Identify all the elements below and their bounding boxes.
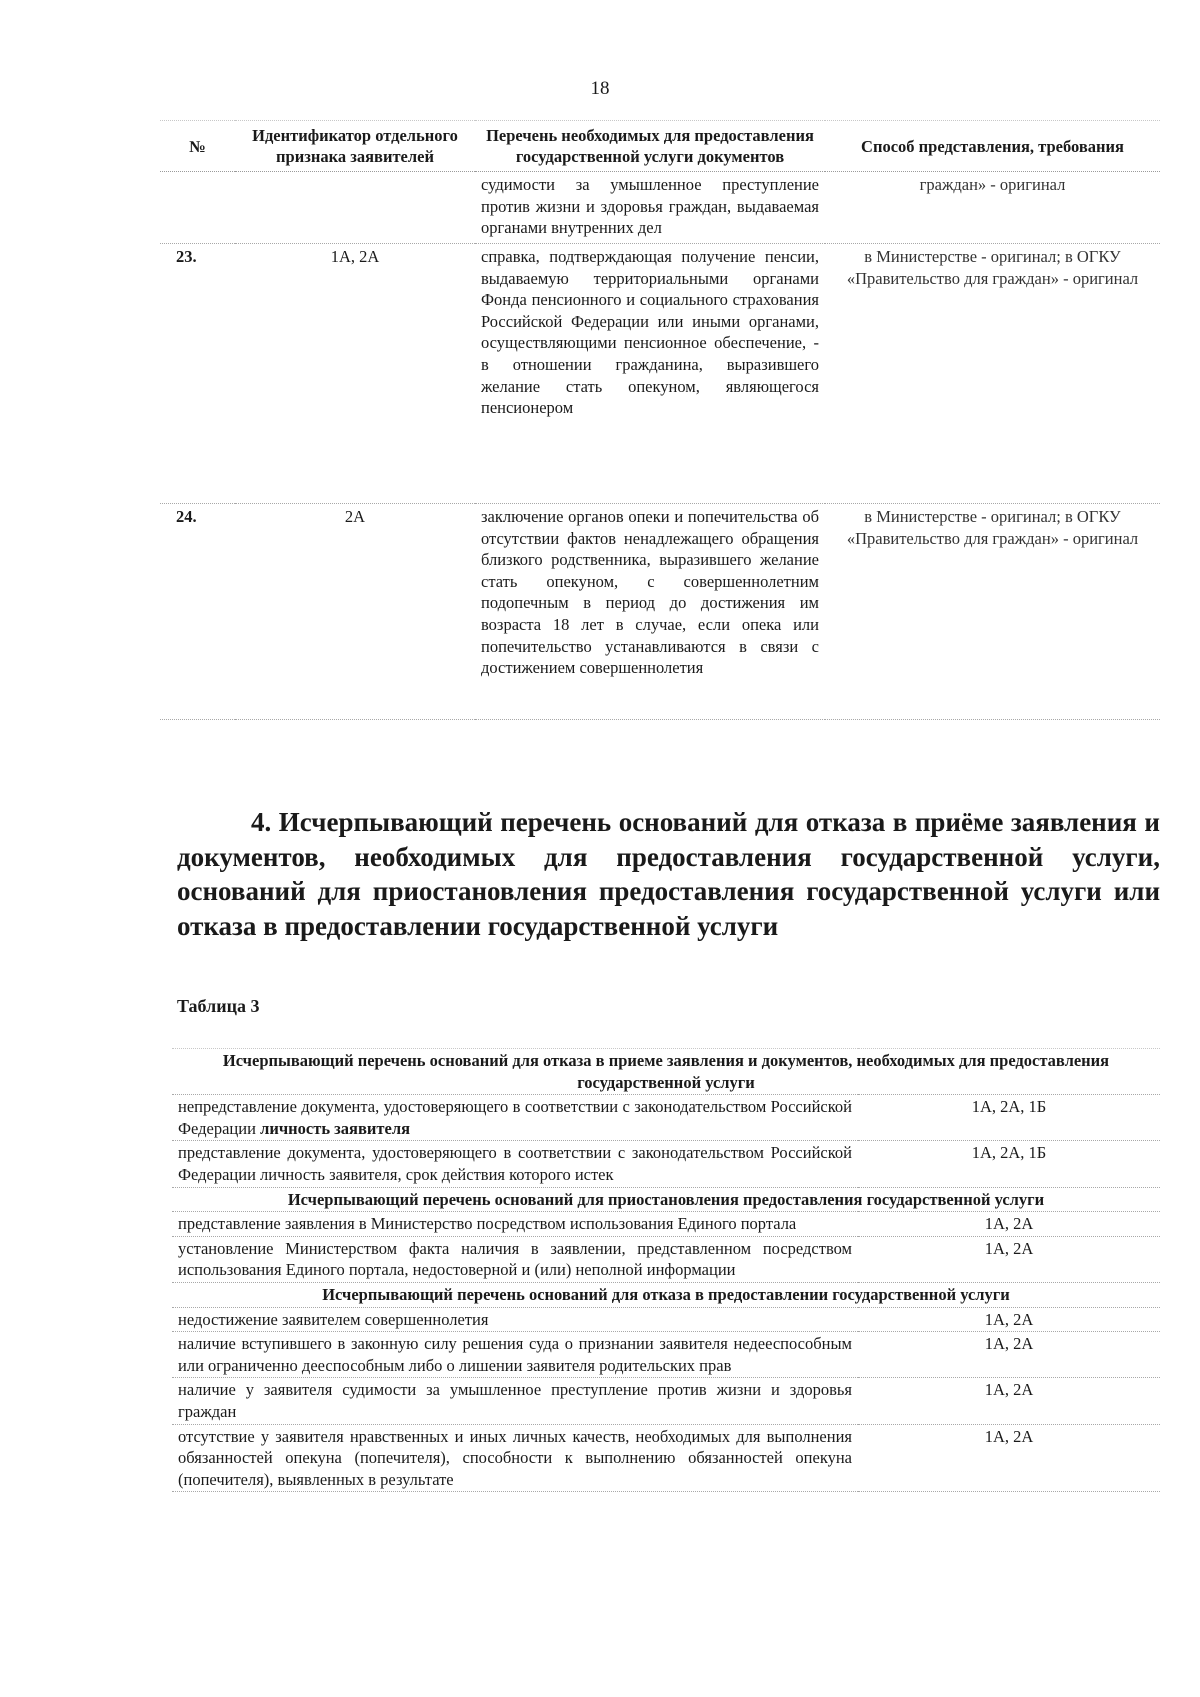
ground-text-main: непредставление документа, удостоверяющего в соответствии с законодательством Российской Федерации: [178, 1097, 852, 1138]
ground-text: наличие у заявителя судимости за умышленное преступление против жизни и здоровья граждан: [172, 1378, 858, 1424]
group-header: Исчерпывающий перечень оснований для отказа в приеме заявления и документов, необходимых для предоставления государственной услуги: [172, 1049, 1160, 1095]
table-row: [172, 1332, 1160, 1378]
ground-text: [172, 1095, 858, 1141]
table-row: [172, 1378, 1160, 1424]
applicant-codes: 1А, 2А: [858, 1212, 1160, 1237]
table-row: [172, 1095, 1160, 1141]
applicant-codes: 1А, 2А: [858, 1332, 1160, 1378]
ground-text: наличие вступившего в законную силу решения суда о признании заявителя недееспособным или ограниченно дееспособным либо о лишении заявителя родительских прав: [172, 1332, 858, 1378]
applicant-codes: 1А, 2А, 1Б: [858, 1141, 1160, 1187]
table-row: [160, 172, 1160, 244]
applicant-codes: 1А, 2А: [858, 1378, 1160, 1424]
table-header-row: [160, 121, 1160, 172]
row-identifier: 2А: [235, 504, 475, 720]
table-row: [172, 1212, 1160, 1237]
row-method: граждан» - оригинал: [825, 172, 1160, 244]
group-header: Исчерпывающий перечень оснований для отказа в предоставлении государственной услуги: [172, 1282, 1160, 1307]
column-header-number: №: [160, 121, 235, 172]
column-header-method: Способ представления, требования: [825, 121, 1160, 172]
ground-text: отсутствие у заявителя нравственных и иных личных качеств, необходимых для выполнения обязанностей опекуна (попечителя), способности к выполнению обязанностей опекуна (попечителя), выявленных в результате: [172, 1424, 858, 1492]
applicant-codes: 1А, 2А: [858, 1307, 1160, 1332]
group-header-row: [172, 1049, 1160, 1095]
row-number: 23.: [160, 244, 235, 504]
group-header-row: [172, 1282, 1160, 1307]
table-row: [172, 1236, 1160, 1282]
section-4-heading: [177, 805, 1160, 943]
refusal-grounds-table: [172, 1048, 1160, 1492]
column-header-identifier: Идентификатор отдельного признака заявителей: [235, 121, 475, 172]
applicant-codes: 1А, 2А: [858, 1236, 1160, 1282]
row-documents: справка, подтверждающая получение пенсии, выдаваемую территориальными органами Фонда пенсионного и социального страхования Российской Федерации или иными органами, осуществляющими пенсионное обеспечение, - в отношении гражданина, выразившего желание стать опекуном, являющегося пенсионером: [475, 244, 825, 504]
table-row: [172, 1424, 1160, 1492]
applicant-codes: 1А, 2А: [858, 1424, 1160, 1492]
ground-text: недостижение заявителем совершеннолетия: [172, 1307, 858, 1332]
applicant-codes: 1А, 2А, 1Б: [858, 1095, 1160, 1141]
ground-text: установление Министерством факта наличия в заявлении, представленном посредством использования Единого портала, недостоверной и (или) неполной информации: [172, 1236, 858, 1282]
table-row: [160, 504, 1160, 720]
group-header: Исчерпывающий перечень оснований для приостановления предоставления государственной услуги: [172, 1187, 1160, 1212]
page-number: 18: [590, 78, 610, 99]
table-3-label: Таблица 3: [177, 996, 260, 1016]
table-row: [172, 1307, 1160, 1332]
column-header-documents: Перечень необходимых для предоставления государственной услуги документов: [475, 121, 825, 172]
row-method: в Министерстве - оригинал; в ОГКУ «Правительство для граждан» - оригинал: [825, 244, 1160, 504]
row-identifier: [235, 172, 475, 244]
group-header-row: [172, 1187, 1160, 1212]
row-documents: заключение органов опеки и попечительства об отсутствии фактов ненадлежащего обращения близкого родственника, выразившего желание стать опекуном, с совершеннолетним подопечным в период до достижения им возраста 18 лет в случае, если опека или попечительство устанавливаются в связи с достижением совершеннолетия: [475, 504, 825, 720]
row-number: [160, 172, 235, 244]
row-number: 24.: [160, 504, 235, 720]
table-row: [160, 244, 1160, 504]
row-method: в Министерстве - оригинал; в ОГКУ «Правительство для граждан» - оригинал: [825, 504, 1160, 720]
row-documents: судимости за умышленное преступление против жизни и здоровья граждан, выдаваемая органами внутренних дел: [475, 172, 825, 244]
ground-text: представление заявления в Министерство посредством использования Единого портала: [172, 1212, 858, 1237]
ground-text: представление документа, удостоверяющего в соответствии с законодательством Российской Федерации личность заявителя, срок действия которого истек: [172, 1141, 858, 1187]
ground-text-emphasis: личность заявителя: [260, 1118, 411, 1138]
table-row: [172, 1141, 1160, 1187]
row-identifier: 1А, 2А: [235, 244, 475, 504]
section-4-heading-text: 4. Исчерпывающий перечень оснований для отказа в приёме заявления и документов, необходимых для предоставления государственной услуги, оснований для приостановления предоставления государственной услуги или отказа в предоставлении государственной услуги: [177, 807, 1160, 941]
documents-table: [160, 120, 1160, 720]
